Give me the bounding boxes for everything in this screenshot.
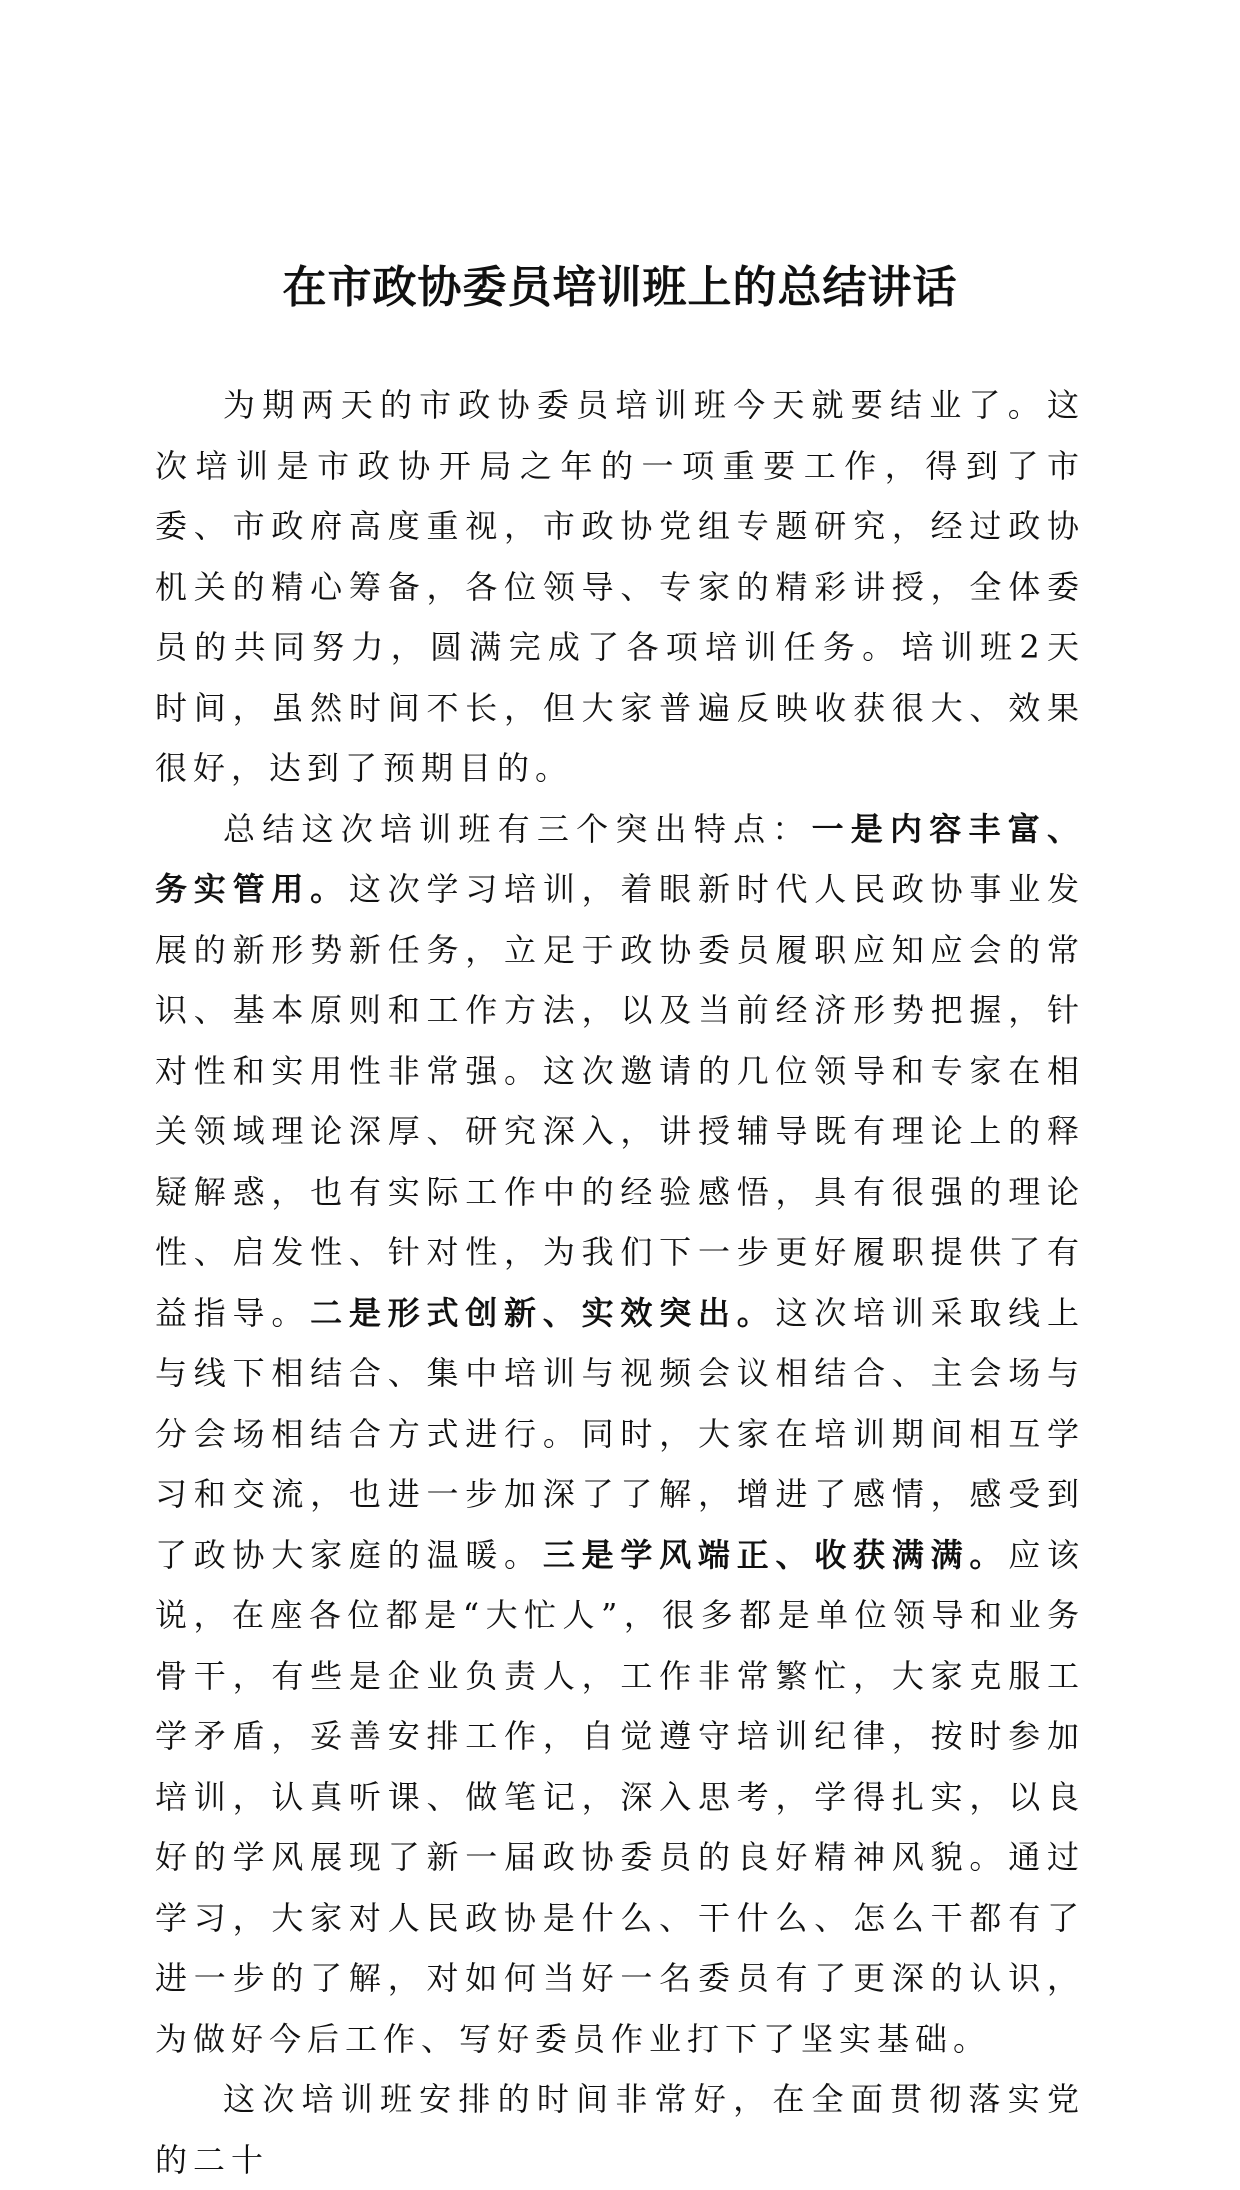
feature-heading-2: 二是形式创新、实效突出。 bbox=[310, 1293, 776, 1332]
document-title: 在市政协委员培训班上的总结讲话 bbox=[282, 262, 958, 313]
paragraph-features bbox=[155, 799, 1085, 2070]
paragraph-schedule bbox=[155, 2069, 1085, 2190]
document-body bbox=[155, 375, 1085, 2190]
paragraph-text: 这次培训采取线上与线下相结合、集中培训与视频会议相结合、主会场与分会场相结合方式进行。同时，大家在培训期间相互学习和交流，也进一步加深了了解，增进了感情，感受到了政协大家庭的温暖。 bbox=[155, 1293, 1085, 1574]
paragraph-text: 应该说，在座各位都是“大忙人”，很多都是单位领导和业务骨干，有些是企业负责人，工作非常繁忙，大家克服工学矛盾，妥善安排工作，自觉遵守培训纪律，按时参加培训，认真听课、做笔记，深入思考，学得扎实，以良好的学风展现了新一届政协委员的良好精神风貌。通过学习，大家对人民政协是什么、干什么、怎么干都有了进一步的了解，对如何当好一名委员有了更深的认识，为做好今后工作、写好委员作业打下了坚实基础。 bbox=[155, 1535, 1085, 2058]
paragraph-text: 这次学习培训，着眼新时代人民政协事业发展的新形势新任务，立足于政协委员履职应知应会的常识、基本原则和工作方法，以及当前经济形势把握，针对性和实用性非常强。这次邀请的几位领导和专家在相关领域理论深厚、研究深入，讲授辅导既有理论上的释疑解惑，也有实际工作中的经验感悟，具有很强的理论性、启发性、针对性，为我们下一步更好履职提供了有益指导。 bbox=[155, 870, 1085, 1332]
paragraph-text: 为期两天的市政协委员培训班今天就要结业了。这次培训是市政协开局之年的一项重要工作，得到了市委、市政府高度重视，市政协党组专题研究，经过政协机关的精心筹备，各位领导、专家的精彩讲授，全体委员的共同努力，圆满完成了各项培训任务。培训班2天时间，虽然时间不长，但大家普遍反映收获很大、效果很好，达到了预期目的。 bbox=[155, 386, 1085, 787]
feature-heading-1: 一是内容丰富、务实管用。 bbox=[155, 809, 1085, 908]
paragraph-text: 这次培训班安排的时间非常好，在全面贯彻落实党的二十 bbox=[155, 2080, 1085, 2179]
feature-heading-3: 三是学风端正、收获满满。 bbox=[542, 1535, 1009, 1574]
paragraph-intro bbox=[155, 375, 1085, 799]
paragraph-text: 总结这次培训班有三个突出特点： bbox=[223, 809, 812, 848]
